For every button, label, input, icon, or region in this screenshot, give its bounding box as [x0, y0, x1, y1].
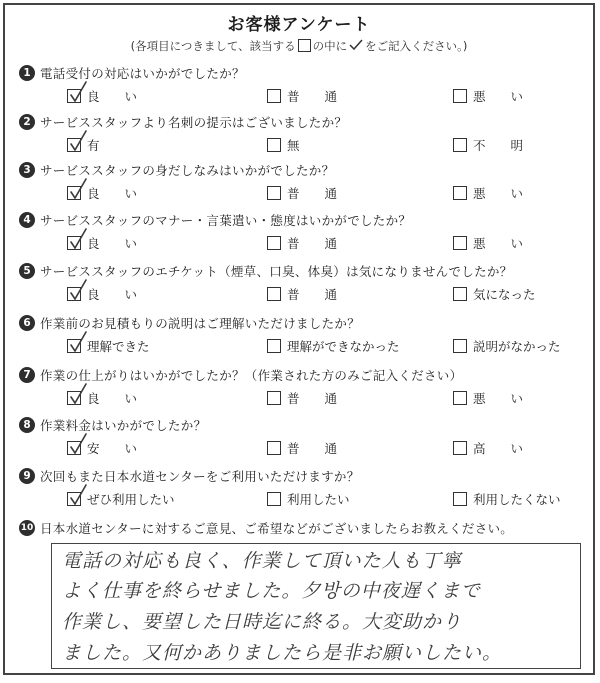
answer-checkbox[interactable]: [67, 236, 81, 250]
answer-checkbox[interactable]: [453, 287, 467, 301]
answer-checkbox[interactable]: [453, 138, 467, 152]
comment-line: ました。又何かありましたら是非お願いしたい。: [62, 642, 503, 664]
question-number-badge: 4: [19, 212, 35, 228]
answer-option[interactable]: [67, 438, 137, 458]
answer-checkbox[interactable]: [453, 391, 467, 405]
checkmark-icon: [69, 227, 89, 251]
answer-options: [67, 233, 600, 253]
checkmark-icon: [349, 39, 363, 51]
answer-checkbox[interactable]: [453, 492, 467, 506]
checkmark-icon: [69, 330, 89, 354]
answer-label: 普 通: [287, 236, 338, 251]
checkmark-icon: [69, 129, 89, 153]
answer-option[interactable]: [453, 86, 523, 106]
comment-line: 電話の対応も良く、作業して頂いた人も丁寧: [62, 550, 462, 572]
comment-line: よく仕事を終らせました。夕방の中夜遅くまで: [62, 580, 481, 602]
answer-label: 有: [87, 138, 100, 153]
checkmark-icon: [69, 80, 89, 104]
question-number-badge: 9: [19, 468, 35, 484]
answer-option[interactable]: [267, 489, 350, 509]
answer-label: 利用したい: [287, 492, 350, 507]
answer-options: [67, 388, 600, 408]
answer-option[interactable]: [267, 135, 300, 155]
survey-sheet: [3, 3, 595, 675]
answer-option[interactable]: [453, 183, 523, 203]
question-number-badge: 8: [19, 417, 35, 433]
answer-option[interactable]: [67, 183, 137, 203]
answer-checkbox[interactable]: [267, 287, 281, 301]
answer-options: [67, 183, 600, 203]
answer-label: 普 通: [287, 287, 338, 302]
answer-options: [67, 284, 600, 304]
answer-option[interactable]: [267, 233, 337, 253]
answer-option[interactable]: [67, 135, 100, 155]
answer-option[interactable]: [67, 86, 137, 106]
question-3: [19, 160, 585, 212]
answer-options: [67, 135, 600, 155]
answer-option[interactable]: [67, 388, 137, 408]
question-8: [19, 415, 585, 467]
question-number-badge: 10: [19, 520, 35, 536]
checkmark-icon: [69, 483, 89, 507]
comment-field[interactable]: [51, 543, 581, 669]
answer-checkbox[interactable]: [267, 89, 281, 103]
question-text: サービススタッフのエチケット（煙草、口臭、体臭）は気になりませんでしたか？: [40, 264, 513, 279]
question-text: サービススタッフより名刺の提示はございましたか？: [40, 115, 348, 130]
answer-checkbox[interactable]: [453, 441, 467, 455]
answer-label: 理解できた: [87, 339, 150, 354]
answer-checkbox[interactable]: [453, 89, 467, 103]
question-text: 電話受付の対応はいかがでしたか？: [40, 66, 245, 81]
answer-option[interactable]: [267, 183, 337, 203]
answer-option[interactable]: [67, 336, 150, 356]
answer-label: 良 い: [87, 236, 138, 251]
answer-label: 不 明: [473, 138, 524, 153]
answer-option[interactable]: [453, 336, 561, 356]
question-text: 作業前のお見積もりの説明はご理解いただけましたか？: [40, 316, 361, 331]
instruction-text-2: の中に: [312, 39, 348, 53]
answer-label: 悪 い: [473, 236, 524, 251]
answer-option[interactable]: [453, 284, 536, 304]
answer-label: ぜひ利用したい: [87, 492, 175, 507]
question-text: 日本水道センターに対するご意見、ご希望などがございましたらお教えください。: [40, 521, 514, 536]
question-number-badge: 2: [19, 114, 35, 130]
answer-option[interactable]: [267, 284, 337, 304]
answer-label: 悪 い: [473, 391, 524, 406]
comment-line: 作業し、要望した日時迄に終る。大変助かり: [62, 611, 463, 633]
answer-label: 良 い: [87, 391, 138, 406]
answer-option[interactable]: [453, 438, 523, 458]
answer-checkbox[interactable]: [267, 236, 281, 250]
question-6: [19, 313, 585, 365]
answer-option[interactable]: [67, 489, 175, 509]
answer-checkbox[interactable]: [267, 186, 281, 200]
answer-option[interactable]: [453, 489, 561, 509]
answer-options: [67, 86, 600, 106]
answer-checkbox[interactable]: [267, 492, 281, 506]
question-10: [19, 518, 585, 538]
instruction-text-1: (各項目につきまして、該当する: [130, 39, 296, 53]
answer-checkbox[interactable]: [267, 441, 281, 455]
answer-label: 無: [287, 138, 300, 153]
answer-option[interactable]: [267, 86, 337, 106]
question-text: 作業料金はいかがでしたか？: [40, 418, 207, 433]
answer-option[interactable]: [453, 233, 523, 253]
answer-option[interactable]: [453, 135, 523, 155]
question-text: サービススタッフの身だしなみはいかがでしたか？: [40, 163, 335, 178]
answer-label: 気になった: [473, 287, 536, 302]
survey-title: お客様アンケート: [227, 15, 371, 35]
answer-label: 悪 い: [473, 186, 524, 201]
question-number-badge: 1: [19, 65, 35, 81]
answer-checkbox[interactable]: [67, 441, 81, 455]
answer-label: 普 通: [287, 186, 338, 201]
answer-label: 良 い: [87, 89, 138, 104]
question-text: 作業の仕上がりはいかがでしたか？（作業された方のみご記入ください）: [40, 368, 463, 383]
checkmark-icon: [69, 382, 89, 406]
answer-label: 普 通: [287, 89, 338, 104]
answer-checkbox[interactable]: [267, 391, 281, 405]
answer-checkbox[interactable]: [267, 339, 281, 353]
answer-label: 普 通: [287, 441, 338, 456]
answer-checkbox[interactable]: [67, 339, 81, 353]
answer-label: 良 い: [87, 287, 138, 302]
question-7: [19, 365, 585, 417]
answer-options: [67, 336, 600, 356]
answer-checkbox[interactable]: [267, 138, 281, 152]
answer-checkbox[interactable]: [67, 492, 81, 506]
answer-options: [67, 489, 600, 509]
question-5: [19, 261, 585, 313]
answer-checkbox[interactable]: [453, 186, 467, 200]
instruction-text-3: をご記入ください。): [365, 39, 468, 53]
answer-label: 安 い: [87, 441, 138, 456]
answer-checkbox[interactable]: [67, 287, 81, 301]
answer-checkbox[interactable]: [453, 236, 467, 250]
answer-option[interactable]: [267, 336, 400, 356]
answer-label: 悪 い: [473, 89, 524, 104]
answer-label: 良 い: [87, 186, 138, 201]
answer-checkbox[interactable]: [67, 186, 81, 200]
question-2: [19, 112, 585, 164]
question-4: [19, 210, 585, 262]
instruction-line: [5, 38, 593, 54]
answer-option[interactable]: [67, 233, 137, 253]
sample-checkbox-icon: [298, 39, 311, 52]
answer-label: 普 通: [287, 391, 338, 406]
answer-checkbox[interactable]: [67, 89, 81, 103]
question-1: [19, 63, 585, 115]
question-9: [19, 466, 585, 518]
answer-checkbox[interactable]: [67, 391, 81, 405]
question-number-badge: 6: [19, 315, 35, 331]
checkmark-icon: [69, 432, 89, 456]
question-text: 次回もまた日本水道センターをご利用いただけますか？: [40, 469, 360, 484]
answer-checkbox[interactable]: [67, 138, 81, 152]
answer-label: 説明がなかった: [473, 339, 561, 354]
answer-option[interactable]: [267, 388, 337, 408]
checkmark-icon: [69, 177, 89, 201]
answer-option[interactable]: [67, 284, 137, 304]
question-number-badge: 3: [19, 162, 35, 178]
question-text: サービススタッフのマナー・言葉遣い・態度はいかがでしたか？: [40, 213, 412, 228]
question-number-badge: 7: [19, 367, 35, 383]
answer-option[interactable]: [453, 388, 523, 408]
answer-label: 理解ができなかった: [287, 339, 400, 354]
answer-options: [67, 438, 600, 458]
answer-label: 利用したくない: [473, 492, 561, 507]
answer-option[interactable]: [267, 438, 337, 458]
question-number-badge: 5: [19, 263, 35, 279]
answer-label: 高 い: [473, 441, 524, 456]
answer-checkbox[interactable]: [453, 339, 467, 353]
checkmark-icon: [69, 278, 89, 302]
